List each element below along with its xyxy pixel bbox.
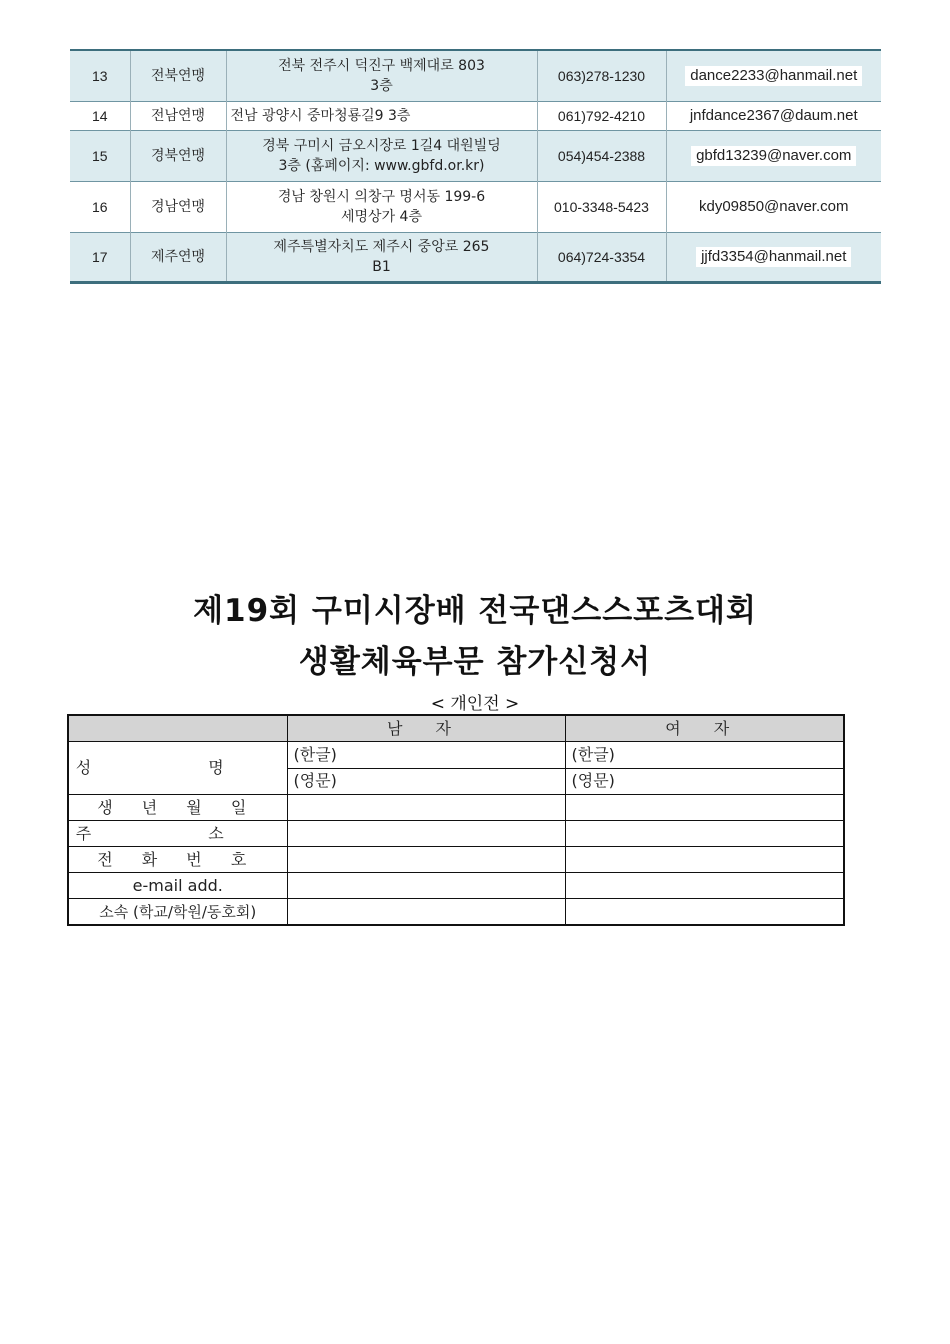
address-line: 전남 광양시 중마청룡길9 3층 — [230, 107, 411, 124]
male-name-korean-field[interactable]: (한글) — [287, 742, 565, 769]
female-birth-field[interactable] — [565, 795, 844, 821]
page-title-line-2: 생활체육부문 참가신청서 — [298, 644, 652, 680]
association-address — [226, 101, 537, 130]
association-phone: 063)278-1230 — [537, 50, 666, 101]
female-affiliation-field[interactable] — [565, 899, 844, 926]
email-text: jjfd3354@hanmail.net — [696, 247, 851, 267]
phone-label: 전 화 번 호 — [68, 847, 287, 873]
address-row — [68, 821, 844, 847]
row-number: 17 — [70, 232, 130, 282]
female-header: 여 자 — [565, 715, 844, 742]
email-label: e-mail add. — [68, 873, 287, 899]
birth-label: 생 년 월 일 — [68, 795, 287, 821]
association-name: 제주연맹 — [130, 232, 226, 282]
form-header-row — [68, 715, 844, 742]
association-table — [70, 49, 881, 284]
email-text: kdy09850@naver.com — [694, 197, 853, 217]
email-row — [68, 873, 844, 899]
male-header: 남 자 — [287, 715, 565, 742]
email-text: gbfd13239@naver.com — [691, 146, 856, 166]
association-email — [666, 101, 881, 130]
page-title-line-1: 제19회 구미시장배 전국댄스스포츠대회 — [193, 593, 757, 629]
male-phone-field[interactable] — [287, 847, 565, 873]
affiliation-label: 소속 (학교/학원/동호회) — [68, 899, 287, 926]
association-email — [666, 181, 881, 232]
email-text: dance2233@hanmail.net — [685, 66, 862, 86]
female-name-english-field[interactable]: (영문) — [565, 768, 844, 795]
association-name: 경남연맹 — [130, 181, 226, 232]
association-name: 경북연맹 — [130, 130, 226, 181]
form-subtitle: < 개인전 > — [430, 694, 520, 714]
female-email-field[interactable] — [565, 873, 844, 899]
female-phone-field[interactable] — [565, 847, 844, 873]
male-address-field[interactable] — [287, 821, 565, 847]
association-address — [226, 181, 537, 232]
association-name: 전북연맹 — [130, 50, 226, 101]
female-name-korean-field[interactable]: (한글) — [565, 742, 844, 769]
address-line: B1 — [372, 258, 391, 275]
male-birth-field[interactable] — [287, 795, 565, 821]
address-line: 제주특별자치도 제주시 중앙로 265 — [273, 238, 490, 255]
table-row — [70, 101, 881, 130]
name-korean-row — [68, 742, 844, 769]
female-address-field[interactable] — [565, 821, 844, 847]
row-number: 16 — [70, 181, 130, 232]
affiliation-row — [68, 899, 844, 926]
row-number: 13 — [70, 50, 130, 101]
table-row — [70, 50, 881, 101]
address-line: 경북 구미시 금오시장로 1길4 대원빌딩 — [262, 137, 501, 154]
association-phone: 064)724-3354 — [537, 232, 666, 282]
association-name: 전남연맹 — [130, 101, 226, 130]
association-phone: 054)454-2388 — [537, 130, 666, 181]
male-email-field[interactable] — [287, 873, 565, 899]
phone-row — [68, 847, 844, 873]
male-affiliation-field[interactable] — [287, 899, 565, 926]
header-blank — [68, 715, 287, 742]
address-line: 3층 (홈페이지: www.gbfd.or.kr) — [278, 157, 485, 174]
name-label: 성 명 — [68, 742, 287, 795]
table-row — [70, 181, 881, 232]
row-number: 14 — [70, 101, 130, 130]
address-line: 3층 — [370, 77, 393, 94]
association-email — [666, 232, 881, 282]
row-number: 15 — [70, 130, 130, 181]
association-phone: 010-3348-5423 — [537, 181, 666, 232]
association-address — [226, 130, 537, 181]
birth-row — [68, 795, 844, 821]
email-text: jnfdance2367@daum.net — [685, 106, 863, 126]
association-phone: 061)792-4210 — [537, 101, 666, 130]
association-address — [226, 50, 537, 101]
address-label: 주 소 — [68, 821, 287, 847]
association-address — [226, 232, 537, 282]
address-line: 경남 창원시 의창구 명서동 199-6 — [277, 188, 486, 205]
association-email — [666, 50, 881, 101]
address-line: 세명상가 4층 — [341, 208, 422, 225]
table-row — [70, 232, 881, 282]
address-line: 전북 전주시 덕진구 백제대로 803 — [278, 57, 485, 74]
table-row — [70, 130, 881, 181]
male-name-english-field[interactable]: (영문) — [287, 768, 565, 795]
application-form — [67, 714, 845, 926]
association-email — [666, 130, 881, 181]
